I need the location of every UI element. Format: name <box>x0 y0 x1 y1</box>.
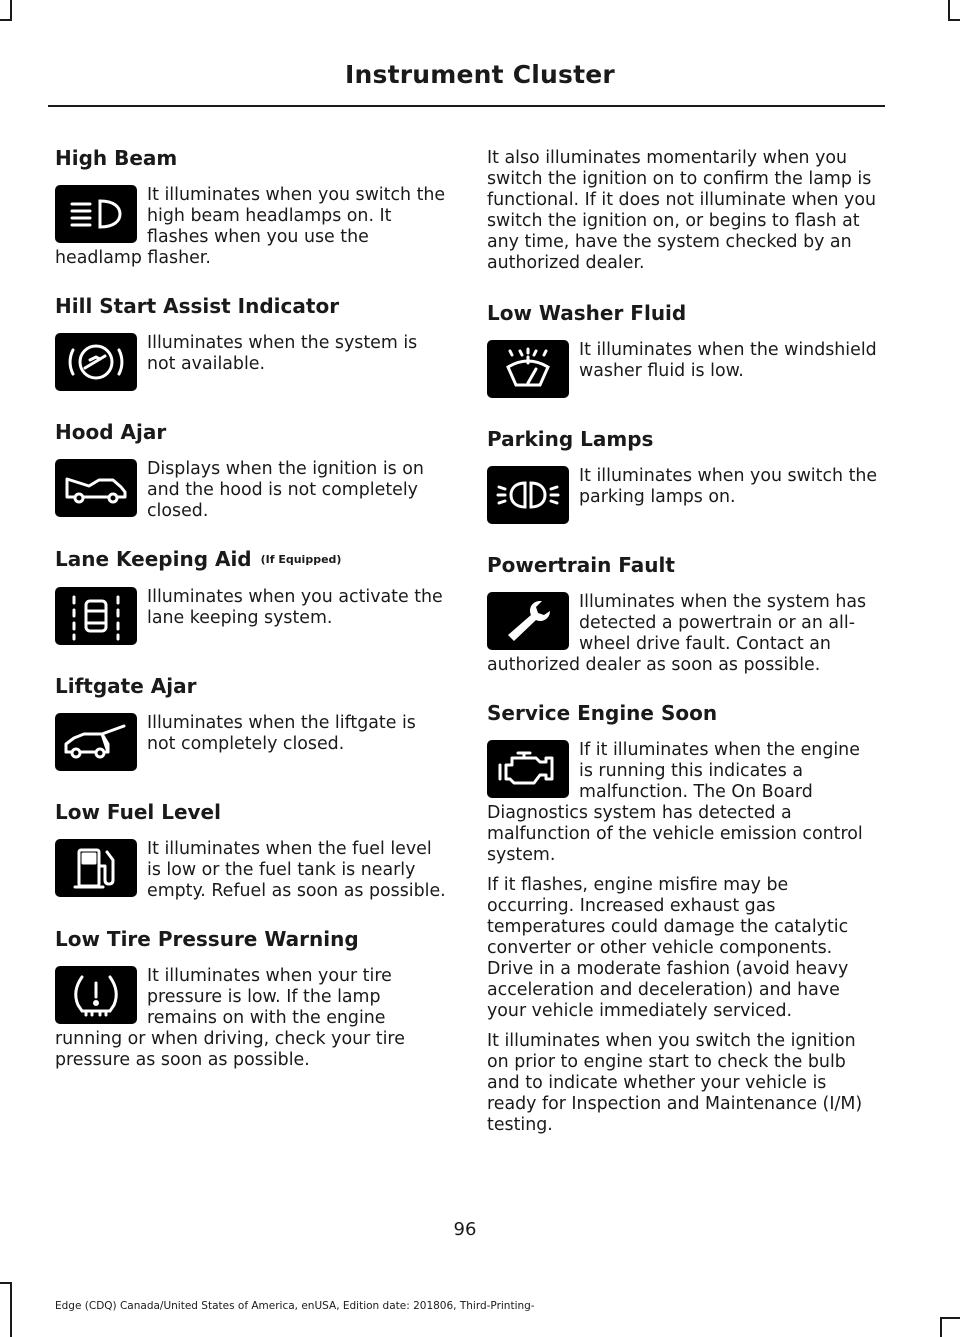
paragraph: If it flashes, engine misfire may be occurring. Increased exhaust gas temperatures could damage the catalytic converter or other vehicle components. Drive in a moderate fashion (avoid heavy acceleration and deceleration) and have your vehicle immediately serviced. <box>487 875 849 1021</box>
section-text: Illuminates when the liftgate is not completely closed. <box>147 713 416 754</box>
section-lane-keeping-aid <box>55 544 447 649</box>
section-title: Service Engine Soon <box>487 701 718 725</box>
fuel-pump-icon <box>55 839 137 897</box>
section-title <box>55 544 447 575</box>
section-low-fuel-level <box>55 797 447 902</box>
left-column <box>55 143 447 1093</box>
section-title-text: Lane Keeping Aid <box>55 547 252 571</box>
section-high-beam <box>55 143 447 269</box>
right-column <box>487 148 879 1158</box>
liftgate-ajar-icon <box>55 713 137 771</box>
intro-text: It also illuminates momentarily when you switch the ignition on to confirm the lamp is functional. If it does not illuminate when you switch the ignition on, or begins to flash at any time, have the system checked by an authorized dealer. <box>487 148 876 273</box>
hill-start-assist-icon <box>55 333 137 391</box>
section-title: High Beam <box>55 146 178 170</box>
crop-mark <box>0 19 12 21</box>
section-text: It illuminates when you switch the parking lamps on. <box>579 466 878 507</box>
section-title: Liftgate Ajar <box>55 674 197 698</box>
page-title: Instrument Cluster <box>345 60 615 89</box>
section-text: Illuminates when you activate the lane keeping system. <box>147 587 443 628</box>
crop-mark <box>0 1282 12 1284</box>
section-title: Hill Start Assist Indicator <box>55 294 340 318</box>
crop-mark <box>10 1282 12 1337</box>
section-text: It illuminates when the windshield washer fluid is low. <box>579 340 877 381</box>
lane-keeping-aid-icon <box>55 587 137 645</box>
section-powertrain-fault <box>487 550 879 676</box>
crop-mark <box>948 19 960 21</box>
section-text: It illuminates when you switch the high beam headlamps on. It flashes when you use the headlamp flasher. <box>55 185 446 268</box>
section-text: It illuminates when the fuel level is low or the fuel tank is nearly empty. Refuel as soon as possible. <box>147 839 446 901</box>
crop-mark <box>940 1317 960 1319</box>
paragraph: It illuminates when you switch the ignition on prior to engine start to check the bulb and to indicate whether your vehicle is ready for Inspection and Maintenance (I/M) testing. <box>487 1031 863 1135</box>
crop-mark <box>10 0 12 20</box>
section-service-engine-soon <box>487 698 879 1136</box>
section-title: Powertrain Fault <box>487 553 675 577</box>
section-title: Hood Ajar <box>55 420 167 444</box>
section-liftgate-ajar <box>55 671 447 775</box>
section-title: Low Washer Fluid <box>487 301 687 325</box>
section-title: Low Fuel Level <box>55 800 221 824</box>
section-low-washer-fluid <box>487 298 879 402</box>
section-text: Illuminates when the system is not available. <box>147 333 418 374</box>
crop-mark <box>948 0 950 20</box>
high-beam-icon <box>55 185 137 243</box>
parking-lamps-icon <box>487 466 569 524</box>
engine-icon <box>487 740 569 798</box>
section-text: Illuminates when the system has detected a powertrain or an all-wheel drive fault. Contact an authorized dealer as soon as possible. <box>487 592 867 675</box>
section-text: If it illuminates when the engine is running this indicates a malfunction. The On Board Diagnostics system has detected a malfunction of the vehicle emission control system. <box>487 740 863 865</box>
tire-pressure-icon <box>55 966 137 1024</box>
page-number: 96 <box>453 1219 477 1240</box>
wrench-icon <box>487 592 569 650</box>
footer-text: Edge (CDQ) Canada/United States of America, enUSA, Edition date: 201806, Third-Printing- <box>55 1300 535 1312</box>
section-text: Displays when the ignition is on and the hood is not completely closed. <box>147 459 424 521</box>
section-intro <box>487 148 879 274</box>
section-title: Low Tire Pressure Warning <box>55 927 359 951</box>
crop-mark <box>940 1317 942 1337</box>
hood-ajar-icon <box>55 459 137 517</box>
title-suffix: (If Equipped) <box>260 553 342 566</box>
section-title: Parking Lamps <box>487 427 654 451</box>
section-hood-ajar <box>55 417 447 522</box>
section-low-tire-pressure <box>55 924 447 1071</box>
washer-fluid-icon <box>487 340 569 398</box>
section-hill-start-assist <box>55 291 447 395</box>
header-divider <box>48 105 885 107</box>
section-parking-lamps <box>487 424 879 528</box>
section-text: It illuminates when your tire pressure is low. If the lamp remains on with the engine running or when driving, check your tire pressure as soon as possible. <box>55 966 405 1070</box>
